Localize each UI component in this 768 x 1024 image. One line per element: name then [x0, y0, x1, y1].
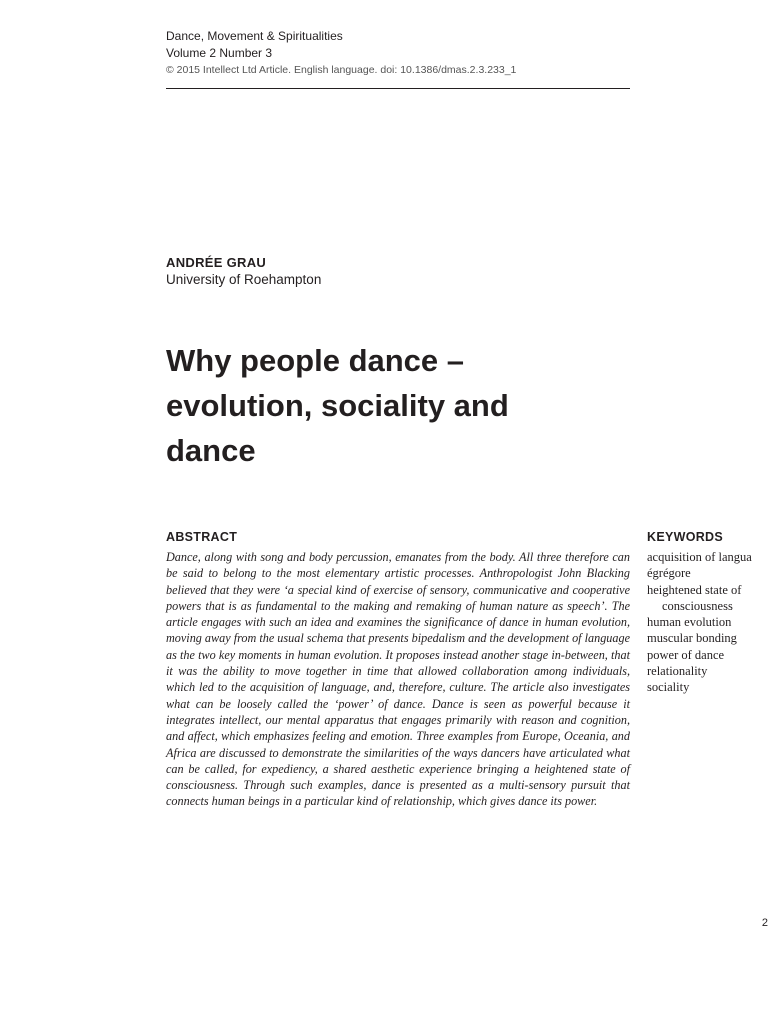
keywords-section — [647, 529, 768, 696]
header-rule — [166, 88, 630, 89]
journal-name: Dance, Movement & Spiritualities — [166, 29, 343, 43]
abstract-heading: ABSTRACT — [166, 530, 238, 544]
keyword-item: égrégore — [647, 566, 691, 581]
author-name: ANDRÉE GRAU — [166, 255, 267, 270]
title-line-3: dance — [166, 433, 256, 468]
keyword-text: heightened state of — [647, 582, 742, 597]
keyword-item: power of dance — [647, 647, 725, 662]
keywords-heading: KEYWORDS — [647, 530, 724, 544]
author-block — [166, 254, 321, 288]
journal-volume: Volume 2 Number 3 — [166, 46, 273, 60]
keywords-list — [647, 549, 768, 696]
keyword-item: acquisition of langua — [647, 550, 752, 564]
journal-copyright-doi: © 2015 Intellect Ltd Article. English language. doi: 10.1386/dmas.2.3.233_1 — [166, 64, 517, 76]
article-title — [166, 338, 606, 473]
author-affiliation: University of Roehampton — [166, 272, 322, 287]
keyword-item: human evolution — [647, 615, 732, 630]
keyword-item: sociality — [647, 680, 690, 695]
title-line-2: evolution, sociality and — [166, 388, 509, 423]
keyword-text-continuation: consciousness — [662, 598, 733, 613]
title-line-1: Why people dance – — [166, 343, 465, 378]
keyword-item — [647, 582, 768, 615]
keyword-item: relationality — [647, 664, 708, 679]
abstract-section — [166, 529, 630, 810]
page-number: 2 — [761, 917, 768, 929]
keyword-item: muscular bonding — [647, 631, 737, 646]
abstract-text: Dance, along with song and body percussion, emanates from the body. All three therefore can be said to belong to the most elementary artistic processes. Anthropologist John Blacking believed that they were ‘a special kind of exercise of sensory, communicative and cooperative powers that is as fundamental to the making and remaking of human nature as speech’. The article engages with such an idea and examines the significance of dance in human evolution, moving away from the usual schema that presents bipedalism and the development of language as the two key moments in human evolution. It proposes instead another stage in-between, that it was the ability to move together in time that allowed collaboration among individuals, which led to the acquisition of language, and, therefore, culture. The article also investigates what can be loosely called the ‘power’ of dance. Dance is seen as powerful because it integrates intellect, our mental apparatus that engages primarily with reason and cognition, and affect, which emphasizes feeling and emotion. Three examples from Europe, Oceania, and Africa are discussed to demonstrate the similarities of the ways dancers have articulated what can be called, for expediency, a shared aesthetic experience bringing a heightened state of consciousness. Through such examples, dance is presented as a multi-sensory pursuit that connects human beings in a particular kind of relationship, which gives dance its power. — [166, 550, 630, 809]
journal-header — [166, 28, 630, 89]
